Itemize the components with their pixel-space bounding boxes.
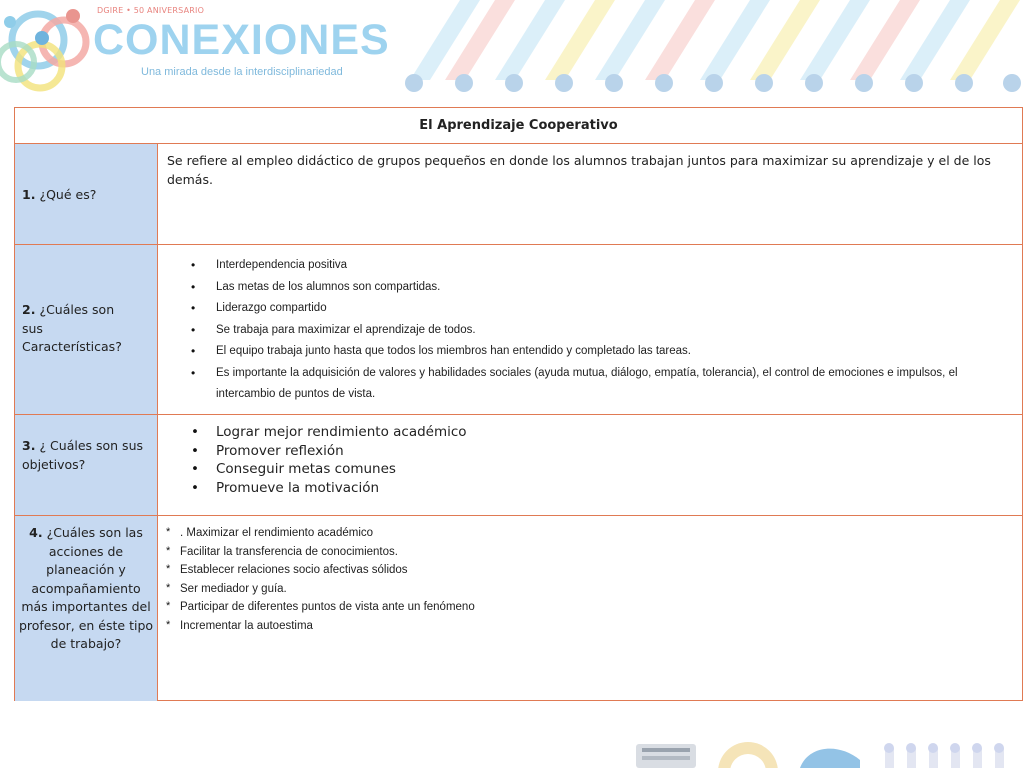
question-number: 3.: [22, 438, 36, 453]
question-label: ¿Qué es?: [39, 187, 97, 202]
table-title-row: [15, 108, 1022, 144]
stripes-icon: [884, 743, 1004, 768]
decorative-stripes: [400, 0, 1024, 100]
question-cell: [15, 245, 158, 414]
brand-anniversary-label: DGIRE • 50 ANIVERSARIO: [97, 6, 205, 15]
question-number: 2.: [22, 302, 36, 317]
university-seal-icon: [636, 744, 696, 768]
brand-subtitle: Una mirada desde la interdisciplinariedad: [141, 66, 343, 78]
list-item: • Promueve la motivación: [216, 479, 1002, 498]
list-item: * . Maximizar el rendimiento académico: [166, 524, 1002, 543]
table-row: [15, 144, 1022, 245]
question-label: ¿ Cuáles son sus objetivos?: [22, 438, 144, 472]
question-number: 1.: [22, 187, 36, 202]
table-title: El Aprendizaje Cooperativo: [419, 118, 618, 133]
question-cell: [15, 415, 158, 515]
list-item: • Promover reflexión: [216, 442, 1002, 461]
question-number: 4.: [29, 525, 43, 540]
answer-cell: [159, 516, 1022, 701]
question-label: ¿Cuáles son las acciones de planeación y acompañamiento más importantes del profesor, en éste tipo de trabajo?: [18, 525, 154, 651]
answer-text: Se refiere al empleo didáctico de grupos pequeños en donde los alumnos trabajan juntos para maximizar su aprendizaje y el de los demás.: [167, 153, 991, 187]
fifty-anniversary-icon: [718, 742, 778, 768]
question-text: [22, 301, 132, 357]
list-item: * Facilitar la transferencia de conocimientos.: [166, 543, 1002, 562]
objectives-list: [216, 423, 1002, 498]
question-text: [22, 186, 153, 205]
question-cell: [15, 144, 158, 244]
characteristics-list: [216, 255, 992, 405]
list-item: • El equipo trabaja junto hasta que todos los miembros han entendido y completado las tareas.: [216, 341, 992, 363]
blue-wave-icon: [800, 749, 860, 768]
answer-cell: [159, 144, 1022, 244]
list-item: • Es importante la adquisición de valores y habilidades sociales (ayuda mutua, diálogo, empatía, tolerancia), el control de emociones e impulsos, el intercambio de puntos de vista.: [216, 363, 992, 405]
question-label: ¿Cuáles son sus Características?: [22, 302, 122, 354]
list-item: * Establecer relaciones socio afectivas sólidos: [166, 561, 1002, 580]
list-item: * Participar de diferentes puntos de vista ante un fenómeno: [166, 598, 1002, 617]
knot-logo-icon: [0, 0, 95, 100]
list-item: * Incrementar la autoestima: [166, 617, 1002, 636]
list-item: • Lograr mejor rendimiento académico: [216, 423, 1002, 442]
content-table: [14, 107, 1023, 701]
list-item: • Interdependencia positiva: [216, 255, 992, 277]
question-cell: [15, 516, 158, 701]
list-item: • Conseguir metas comunes: [216, 460, 1002, 479]
list-item: * Ser mediador y guía.: [166, 580, 1002, 599]
question-text: [17, 524, 155, 654]
header: [0, 0, 1024, 100]
teacher-actions-list: [166, 524, 1002, 635]
footer-logos: [630, 738, 1024, 768]
table-row: [15, 516, 1022, 701]
question-text: [22, 437, 150, 474]
brand-title: CONEXIONES: [93, 16, 390, 64]
answer-cell: [159, 415, 1022, 515]
table-row: [15, 245, 1022, 415]
list-item: • Se trabaja para maximizar el aprendizaje de todos.: [216, 320, 992, 342]
table-row: [15, 415, 1022, 516]
answer-cell: [159, 245, 1022, 414]
list-item: • Liderazgo compartido: [216, 298, 992, 320]
list-item: • Las metas de los alumnos son compartidas.: [216, 277, 992, 299]
